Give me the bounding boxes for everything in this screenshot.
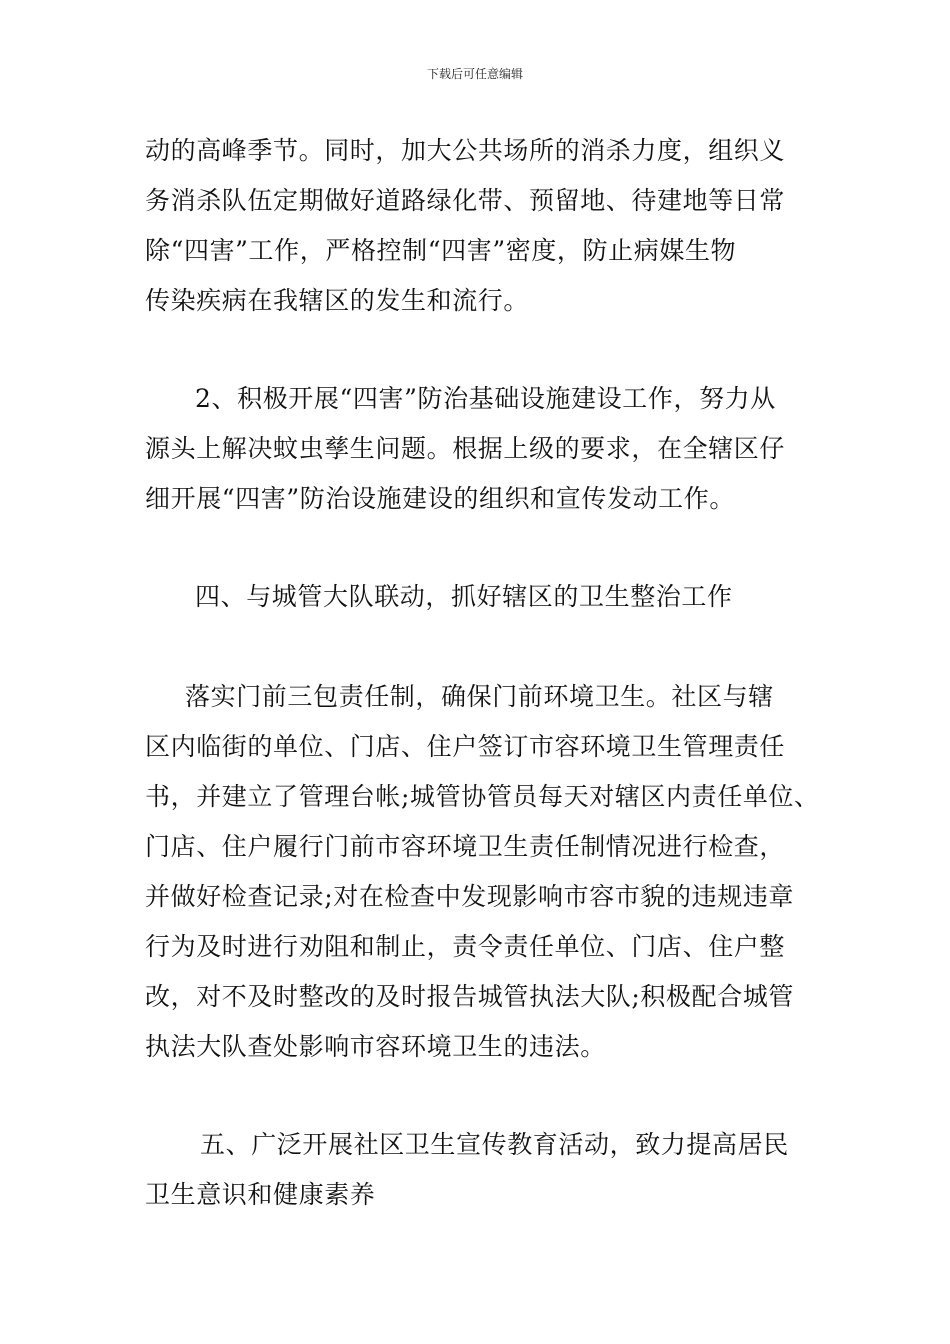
text-line: 书，并建立了管理台帐;城管协管员每天对辖区内责任单位、 [145,782,820,811]
text-line: 传染疾病在我辖区的发生和流行。 [145,286,530,315]
text-line: 除“四害”工作，严格控制“四害”密度，防止病媒生物 [145,236,737,265]
text-line: 细开展“四害”防治设施建设的组织和宣传发动工作。 [145,484,735,513]
text-line: 落实门前三包责任制，确保门前环境卫生。社区与辖 [185,682,774,711]
page-header: 下载后可任意编辑 [426,67,523,81]
text-line: 2、积极开展“四害”防治基础设施建设工作，努力从 [195,384,776,413]
text-line: 行为及时进行劝阻和制止，责令责任单位、门店、住户整 [145,932,786,961]
section-heading-4 [145,572,835,622]
text-line: 动的高峰季节。同时，加大公共场所的消杀力度，组织义 [145,136,786,165]
section-heading-5 [145,1120,835,1220]
text-line: 务消杀队伍定期做好道路绿化带、预留地、待建地等日常 [145,186,786,215]
heading-line: 五、广泛开展社区卫生宣传教育活动，致力提高居民 [200,1130,789,1159]
paragraph-2 [145,374,835,524]
text-line: 并做好检查记录;对在检查中发现影响市容市貌的违规违章 [145,882,795,911]
paragraph-4 [145,672,835,1072]
text-line: 改，对不及时整改的及时报告城管执法大队;积极配合城管 [145,982,795,1011]
text-line: 区内临街的单位、门店、住户签订市容环境卫生管理责任 [145,732,786,761]
text-line: 门店、住户履行门前市容环境卫生责任制情况进行检查， [145,832,786,861]
heading-line: 卫生意识和健康素养 [145,1180,376,1209]
text-line: 执法大队查处影响市容环境卫生的违法。 [145,1032,606,1061]
text-line: 源头上解决蚊虫孳生问题。根据上级的要求，在全辖区仔 [145,434,786,463]
heading-line: 四、与城管大队联动，抓好辖区的卫生整治工作 [195,582,733,611]
paragraph-1 [145,126,835,326]
